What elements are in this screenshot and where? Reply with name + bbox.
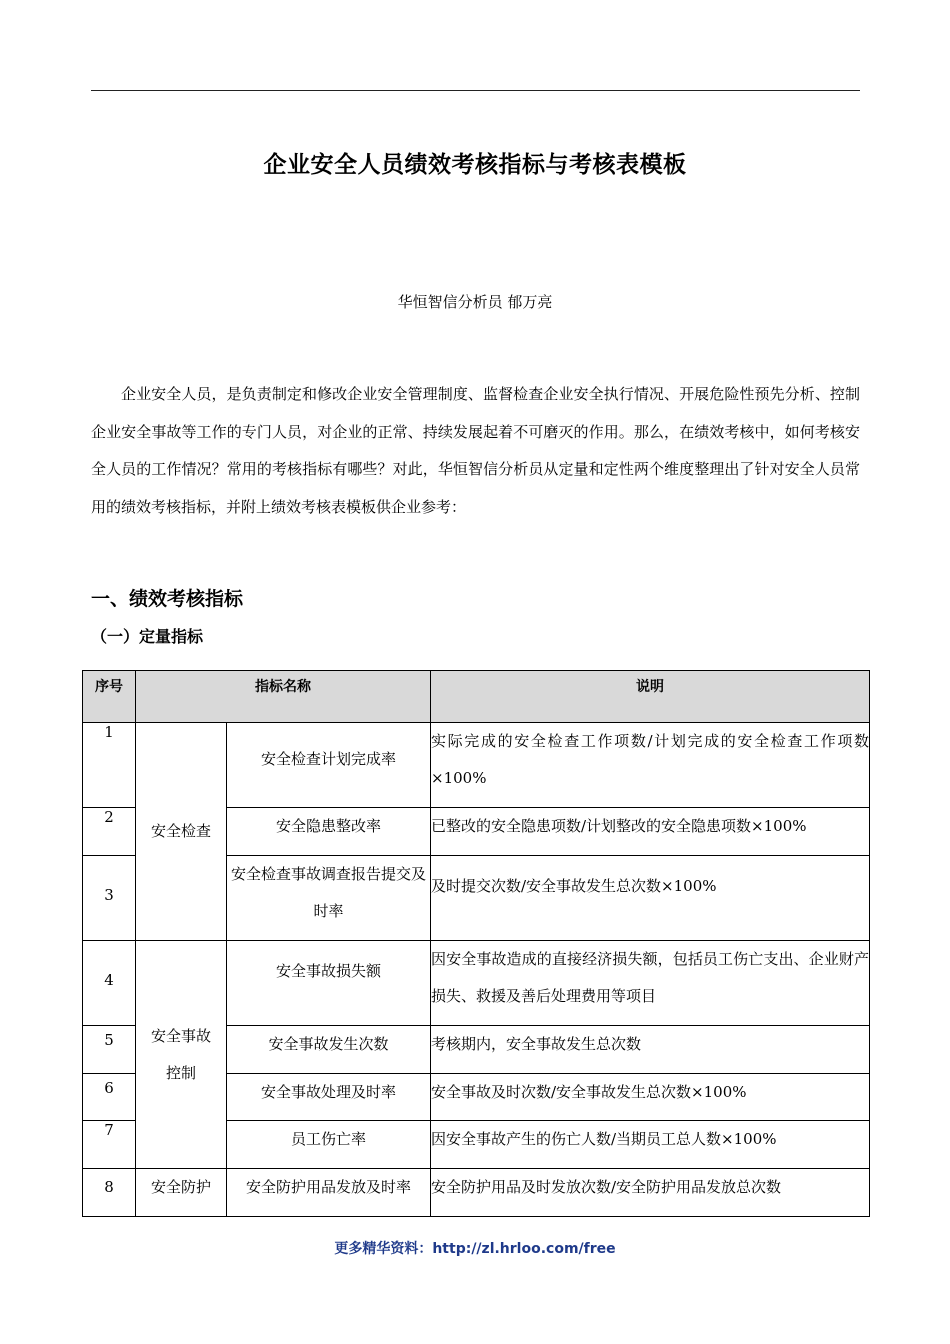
group-cell: 安全防护 xyxy=(136,1169,227,1217)
header-seq: 序号 xyxy=(83,671,136,723)
kpi-table xyxy=(82,670,870,1217)
indicator-name: 安全隐患整改率 xyxy=(227,808,431,856)
indicator-desc: 实际完成的安全检查工作项数/计划完成的安全检查工作项数×100% xyxy=(431,723,870,808)
row-seq: 8 xyxy=(83,1169,136,1217)
footer-link[interactable]: 更多精华资料：http://zl.hrloo.com/free xyxy=(334,1241,616,1257)
row-seq: 3 xyxy=(83,856,136,941)
indicator-name: 安全事故发生次数 xyxy=(227,1026,431,1074)
table-row xyxy=(83,723,870,808)
row-seq: 5 xyxy=(83,1026,136,1074)
header-desc: 说明 xyxy=(431,671,870,723)
table-header-row xyxy=(83,671,870,723)
indicator-desc: 考核期内，安全事故发生总次数 xyxy=(431,1026,870,1074)
indicator-desc: 及时提交次数/安全事故发生总次数×100% xyxy=(431,856,870,941)
author-line: 华恒智信分析员 郁万亮 xyxy=(397,293,553,311)
indicator-desc: 因安全事故造成的直接经济损失额，包括员工伤亡支出、企业财产损失、救援及善后处理费用等项目 xyxy=(431,941,870,1026)
subsection-heading: （一）定量指标 xyxy=(91,627,204,646)
indicator-name: 安全检查计划完成率 xyxy=(227,723,431,808)
group-cell: 安全检查 xyxy=(136,723,227,941)
indicator-name: 员工伤亡率 xyxy=(227,1121,431,1169)
indicator-name: 安全事故损失额 xyxy=(227,941,431,1026)
row-seq: 1 xyxy=(83,723,136,808)
header-name: 指标名称 xyxy=(136,671,431,723)
indicator-desc: 安全防护用品及时发放次数/安全防护用品发放总次数 xyxy=(431,1169,870,1217)
row-seq: 6 xyxy=(83,1074,136,1121)
indicator-desc: 因安全事故产生的伤亡人数/当期员工总人数×100% xyxy=(431,1121,870,1169)
table-row xyxy=(83,1169,870,1217)
indicator-name: 安全检查事故调查报告提交及时率 xyxy=(227,856,431,941)
indicator-desc: 安全事故及时次数/安全事故发生总次数×100% xyxy=(431,1074,870,1121)
document-title: 企业安全人员绩效考核指标与考核表模板 xyxy=(263,152,687,178)
indicator-desc: 已整改的安全隐患项数/计划整改的安全隐患项数×100% xyxy=(431,808,870,856)
indicator-name: 安全事故处理及时率 xyxy=(227,1074,431,1121)
row-seq: 2 xyxy=(83,808,136,856)
section-heading: 一、绩效考核指标 xyxy=(91,588,244,610)
table-row xyxy=(83,941,870,1026)
group-cell xyxy=(136,941,227,1169)
row-seq: 4 xyxy=(83,941,136,1026)
intro-paragraph: 企业安全人员，是负责制定和修改企业安全管理制度、监督检查企业安全执行情况、开展危险性预先分析、控制企业安全事故等工作的专门人员，对企业的正常、持续发展起着不可磨灭的作用。那么，在绩效考核中，如何考核安全人员的工作情况？常用的考核指标有哪些？对此，华恒智信分析员从定量和定性两个维度整理出了针对安全人员常用的绩效考核指标，并附上绩效考核表模板供企业参考： xyxy=(91,385,860,516)
group-label: 安全事故控制 xyxy=(150,1026,211,1082)
row-seq: 7 xyxy=(83,1121,136,1169)
header-rule xyxy=(91,90,860,91)
indicator-name: 安全防护用品发放及时率 xyxy=(227,1169,431,1217)
